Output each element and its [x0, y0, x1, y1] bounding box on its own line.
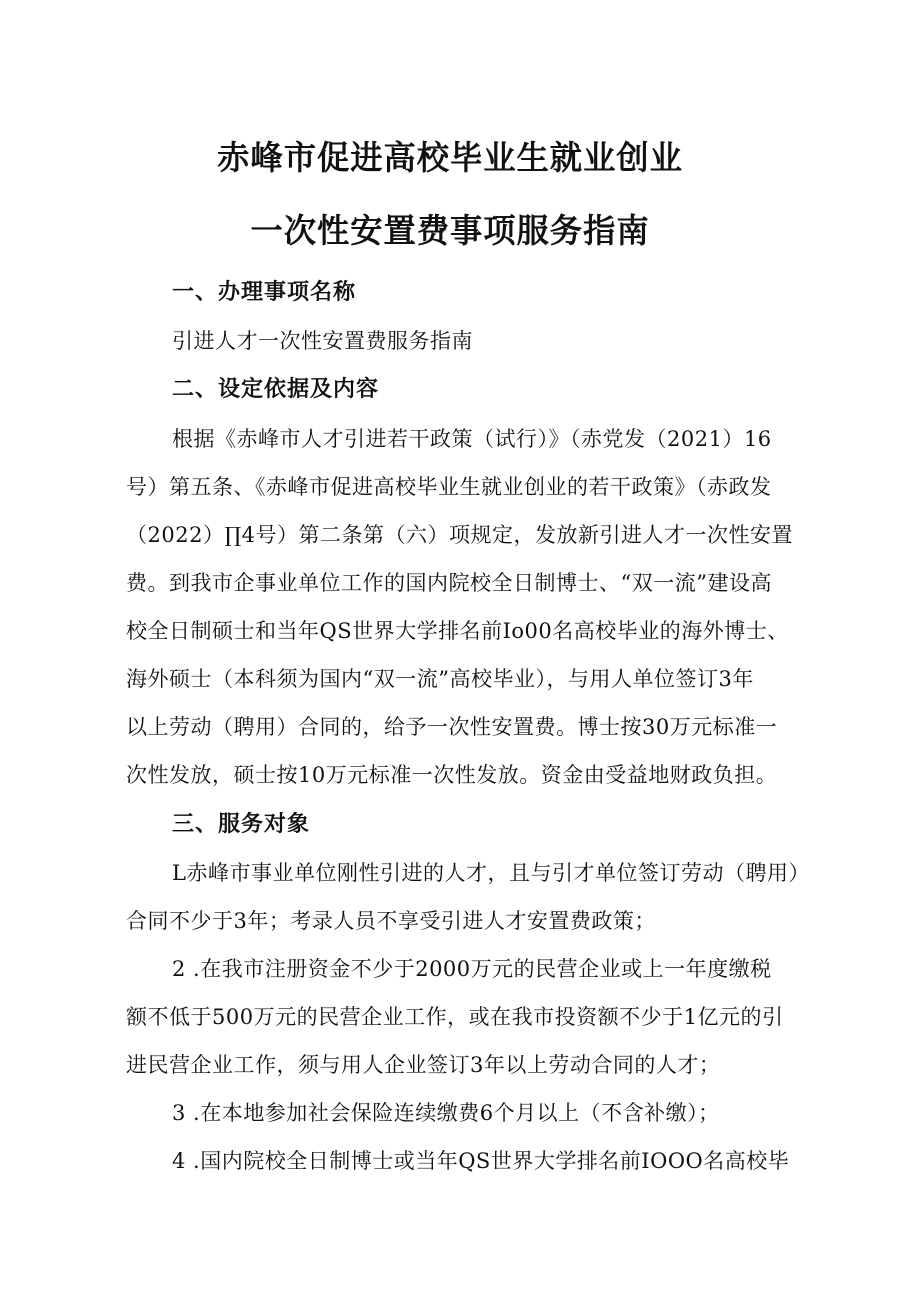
paragraph-line: （2022）∏4号）第二条第（六）项规定，发放新引进人才一次性安置 [126, 523, 794, 547]
document-title-line-1: 赤峰市促进高校毕业生就业创业 [217, 138, 683, 177]
paragraph-line: L赤峰市事业单位刚性引进的人才，且与引才单位签订劳动（聘用） [172, 861, 810, 885]
paragraph-line: 校全日制硕士和当年QS世界大学排名前Io00名高校毕业的海外博士、 [126, 619, 789, 643]
paragraph-line: 进民营企业工作，须与用人企业签订3年以上劳动合同的人才； [126, 1053, 721, 1077]
paragraph-line: 海外硕士（本科须为国内“双一流”高校毕业），与用人单位签订3年 [126, 667, 754, 691]
paragraph-line: 合同不少于3年；考录人员不享受引进人才安置费政策； [126, 909, 656, 933]
paragraph-line: 费。到我市企事业单位工作的国内院校全日制博士、“双一流”建设高 [126, 571, 772, 595]
section-heading-2: 二、设定依据及内容 [172, 377, 380, 402]
paragraph-line: 3 .在本地参加社会保险连续缴费6个月以上（不含补缴）； [172, 1101, 720, 1125]
paragraph-line: 额不低于500万元的民营企业工作，或在我市投资额不少于1亿元的引 [126, 1005, 784, 1029]
paragraph-line: 4 .国内院校全日制博士或当年QS世界大学排名前IOOO名高校毕 [172, 1149, 790, 1173]
paragraph-line: 号）第五条、《赤峰市促进高校毕业生就业创业的若干政策》（赤政发 [126, 475, 772, 499]
paragraph-line: 2 .在我市注册资金不少于2000万元的民营企业或上一年度缴税 [172, 957, 772, 981]
section-heading-1: 一、办理事项名称 [172, 280, 357, 305]
paragraph-line: 引进人才一次性安置费服务指南 [172, 329, 473, 353]
paragraph-line: 根据《赤峰市人才引进若干政策（试行）》（赤党发（2021）16 [172, 427, 772, 451]
paragraph-line: 以上劳动（聘用）合同的，给予一次性安置费。博士按30万元标准一 [126, 715, 778, 739]
section-heading-3: 三、服务对象 [172, 812, 311, 837]
paragraph-line: 次性发放，硕士按10万元标准一次性发放。资金由受益地财政负担。 [126, 763, 778, 787]
document-title-line-2: 一次性安置费事项服务指南 [250, 211, 650, 250]
